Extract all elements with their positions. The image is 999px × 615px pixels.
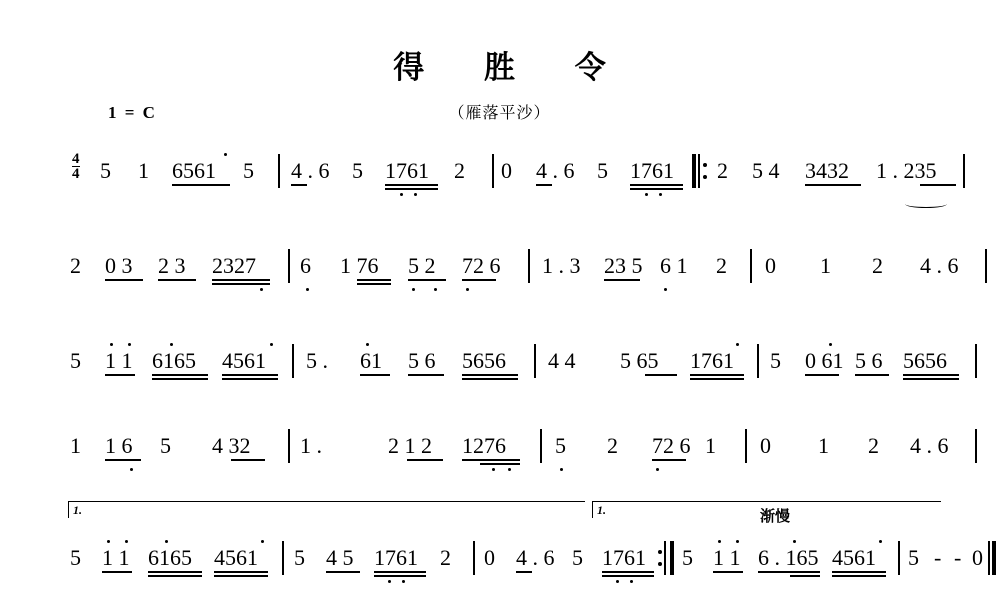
note: 5 <box>352 158 363 183</box>
note-group: 1 . 3 <box>542 253 581 278</box>
note: 5 <box>682 545 693 570</box>
note: 5 <box>294 545 305 570</box>
beam <box>832 571 886 573</box>
beam <box>407 459 443 461</box>
note-group: 5 65 <box>620 348 659 373</box>
note: 5 <box>597 158 608 183</box>
beam <box>408 279 446 281</box>
octave-dot-above <box>718 540 721 543</box>
note-group: 6 1 <box>660 253 688 278</box>
beam <box>374 571 426 573</box>
note-group: 1 1 <box>105 348 133 373</box>
beam <box>357 283 391 285</box>
note-group: 4 4 <box>548 348 576 373</box>
octave-dot-below <box>414 193 417 196</box>
note-group: 1761 <box>385 158 429 183</box>
beam <box>604 279 640 281</box>
note-group: 4 5 <box>326 545 354 570</box>
note: 1 <box>70 433 81 458</box>
note: 2 <box>607 433 618 458</box>
note-group: 5 6 <box>855 348 883 373</box>
note: 2 <box>872 253 883 278</box>
note-group: 61 <box>360 348 382 373</box>
beam <box>326 571 360 573</box>
beam <box>602 575 654 577</box>
time-signature-denominator: 4 <box>72 166 80 182</box>
beam <box>805 184 861 186</box>
barline <box>745 429 747 463</box>
note-group: 1 1 <box>102 545 130 570</box>
octave-dot-below <box>508 468 511 471</box>
note-extension: - <box>954 545 962 570</box>
note: 1 <box>705 433 716 458</box>
octave-dot-above <box>224 153 227 156</box>
barline <box>757 344 759 378</box>
note-group: 2327 <box>212 253 256 278</box>
note: 2 <box>454 158 465 183</box>
note: 1 <box>820 253 831 278</box>
note-group: 4 . 6 <box>920 253 959 278</box>
note-extension: - <box>934 545 942 570</box>
note-group: 1761 <box>690 348 734 373</box>
barline <box>750 249 752 283</box>
beam <box>462 459 520 461</box>
beam <box>758 571 820 573</box>
key-signature: 1 = C <box>108 103 157 122</box>
note-group: 6 . 165 <box>758 545 819 570</box>
barline <box>282 541 284 575</box>
barline <box>492 154 494 188</box>
music-system-4 <box>0 433 999 489</box>
beam <box>903 378 959 380</box>
beam <box>630 184 683 186</box>
beam <box>172 184 230 186</box>
page-title: 得 胜 令 <box>393 50 632 85</box>
beam <box>903 374 959 376</box>
beam <box>222 374 278 376</box>
octave-dot-above <box>110 343 113 346</box>
barline <box>473 541 475 575</box>
note-group: 4 . 6 <box>516 545 555 570</box>
time-signature <box>72 152 80 181</box>
octave-dot-above <box>128 343 131 346</box>
beam <box>105 279 143 281</box>
beam <box>713 571 743 573</box>
octave-dot-below <box>412 288 415 291</box>
barline <box>898 541 900 575</box>
beam <box>832 575 886 577</box>
note-group: 5656 <box>903 348 947 373</box>
octave-dot-above <box>736 343 739 346</box>
note-group: 1761 <box>374 545 418 570</box>
note: 5 <box>908 545 919 570</box>
note-group: 1 . 235 <box>876 158 937 183</box>
note: 5 <box>555 433 566 458</box>
beam <box>148 575 202 577</box>
note: 6 <box>300 253 311 278</box>
note-group: 4561 <box>222 348 266 373</box>
note-group: 4 . 6 <box>910 433 949 458</box>
beam <box>212 283 270 285</box>
beam <box>385 184 438 186</box>
beam <box>690 378 744 380</box>
beam <box>105 459 141 461</box>
time-signature-numerator: 4 <box>72 151 80 167</box>
music-system-1 <box>0 151 999 214</box>
note: 5 <box>160 433 171 458</box>
beam <box>920 184 956 186</box>
octave-dot-below <box>630 580 633 583</box>
note-group: 2 3 <box>158 253 186 278</box>
note: 5 <box>770 348 781 373</box>
note: 5 <box>572 545 583 570</box>
octave-dot-below <box>560 468 563 471</box>
beam <box>516 571 532 573</box>
beam <box>105 374 135 376</box>
octave-dot-below <box>656 468 659 471</box>
tempo-marking: 渐慢 <box>760 509 791 525</box>
beam <box>630 188 683 190</box>
octave-dot-above <box>366 343 369 346</box>
beam <box>690 374 744 376</box>
volta-label: 1. <box>597 503 606 517</box>
barline <box>292 344 294 378</box>
note-group: 6561 <box>172 158 216 183</box>
beam <box>855 374 889 376</box>
note-group: 5 6 <box>408 348 436 373</box>
octave-dot-below <box>260 288 263 291</box>
octave-dot-below <box>645 193 648 196</box>
note-group: 4 . 6 <box>291 158 330 183</box>
barline <box>288 249 290 283</box>
octave-dot-below <box>659 193 662 196</box>
beam <box>462 279 496 281</box>
slur <box>905 200 947 208</box>
beam <box>212 279 270 281</box>
note-group: 5656 <box>462 348 506 373</box>
octave-dot-below <box>388 580 391 583</box>
octave-dot-below <box>130 468 133 471</box>
octave-dot-above <box>879 540 882 543</box>
note-group: 1276 <box>462 433 506 458</box>
note-group: 72 6 <box>652 433 691 458</box>
note: 2 <box>70 253 81 278</box>
note: 0 <box>501 158 512 183</box>
octave-dot-above <box>736 540 739 543</box>
rest: 0 <box>972 545 983 570</box>
note-group: 1 76 <box>340 253 379 278</box>
beam <box>385 188 438 190</box>
note: 0 <box>484 545 495 570</box>
barline <box>963 154 965 188</box>
note: 0 <box>760 433 771 458</box>
beam <box>374 575 426 577</box>
barline <box>540 429 542 463</box>
beam <box>536 184 552 186</box>
music-system-5 <box>0 503 999 615</box>
octave-dot-below <box>306 288 309 291</box>
barline <box>534 344 536 378</box>
volta-label: 1. <box>73 503 82 517</box>
beam <box>357 279 391 281</box>
note-group: 5 2 <box>408 253 436 278</box>
beam <box>291 184 307 186</box>
octave-dot-below <box>400 193 403 196</box>
beam <box>652 459 686 461</box>
octave-dot-above <box>107 540 110 543</box>
note-group: 4561 <box>832 545 876 570</box>
note: 5 <box>100 158 111 183</box>
barline <box>528 249 530 283</box>
note: 5 . <box>306 348 328 373</box>
note: 5 <box>243 158 254 183</box>
beam <box>805 374 839 376</box>
beam <box>645 374 677 376</box>
beam <box>102 571 132 573</box>
octave-dot-below <box>492 468 495 471</box>
octave-dot-above <box>829 343 832 346</box>
note: 2 <box>868 433 879 458</box>
beam <box>480 463 520 465</box>
note-group: 5 4 <box>752 158 780 183</box>
barline <box>278 154 280 188</box>
octave-dot-below <box>402 580 405 583</box>
beam <box>462 374 518 376</box>
music-system-3 <box>0 348 999 404</box>
octave-dot-above <box>170 343 173 346</box>
page-subtitle: （雁落平沙） <box>448 105 551 122</box>
beam <box>152 378 208 380</box>
beam <box>222 378 278 380</box>
music-system-2 <box>0 253 999 309</box>
note: 2 <box>717 158 728 183</box>
note-group: 6165 <box>148 545 192 570</box>
note: 2 <box>440 545 451 570</box>
note: 2 <box>716 253 727 278</box>
beam <box>158 279 196 281</box>
beam <box>360 374 390 376</box>
note-group: 1761 <box>602 545 646 570</box>
barline <box>975 344 977 378</box>
final-barline <box>992 541 996 575</box>
beam <box>462 378 518 380</box>
barline <box>288 429 290 463</box>
note-group: 1 1 <box>713 545 741 570</box>
beam <box>790 575 820 577</box>
octave-dot-below <box>466 288 469 291</box>
octave-dot-below <box>616 580 619 583</box>
octave-dot-above <box>793 540 796 543</box>
note: 5 <box>70 545 81 570</box>
octave-dot-above <box>270 343 273 346</box>
note: 5 <box>70 348 81 373</box>
octave-dot-above <box>165 540 168 543</box>
octave-dot-above <box>125 540 128 543</box>
barline <box>985 249 987 283</box>
beam <box>408 374 444 376</box>
barline <box>988 541 990 575</box>
beam <box>231 459 265 461</box>
note-group: 4 . 6 <box>536 158 575 183</box>
note-group: 1 . <box>300 433 322 458</box>
note: 1 <box>138 158 149 183</box>
note: 0 <box>765 253 776 278</box>
barline <box>975 429 977 463</box>
note-group: 0 3 <box>105 253 133 278</box>
note-group: 6165 <box>152 348 196 373</box>
note-group: 23 5 <box>604 253 643 278</box>
note: 1 <box>818 433 829 458</box>
octave-dot-below <box>434 288 437 291</box>
note-group: 72 6 <box>462 253 501 278</box>
note-group: 2 1 2 <box>388 433 432 458</box>
note-group: 4561 <box>214 545 258 570</box>
octave-dot-below <box>664 288 667 291</box>
beam <box>152 374 208 376</box>
beam <box>148 571 202 573</box>
note-group: 1761 <box>630 158 674 183</box>
beam <box>214 571 268 573</box>
note-group: 4 32 <box>212 433 251 458</box>
note-group: 1 6 <box>105 433 133 458</box>
volta-bracket-1 <box>68 501 585 518</box>
octave-dot-above <box>261 540 264 543</box>
beam <box>602 571 654 573</box>
beam <box>214 575 268 577</box>
note-group: 0 61 <box>805 348 844 373</box>
note-group: 3432 <box>805 158 849 183</box>
